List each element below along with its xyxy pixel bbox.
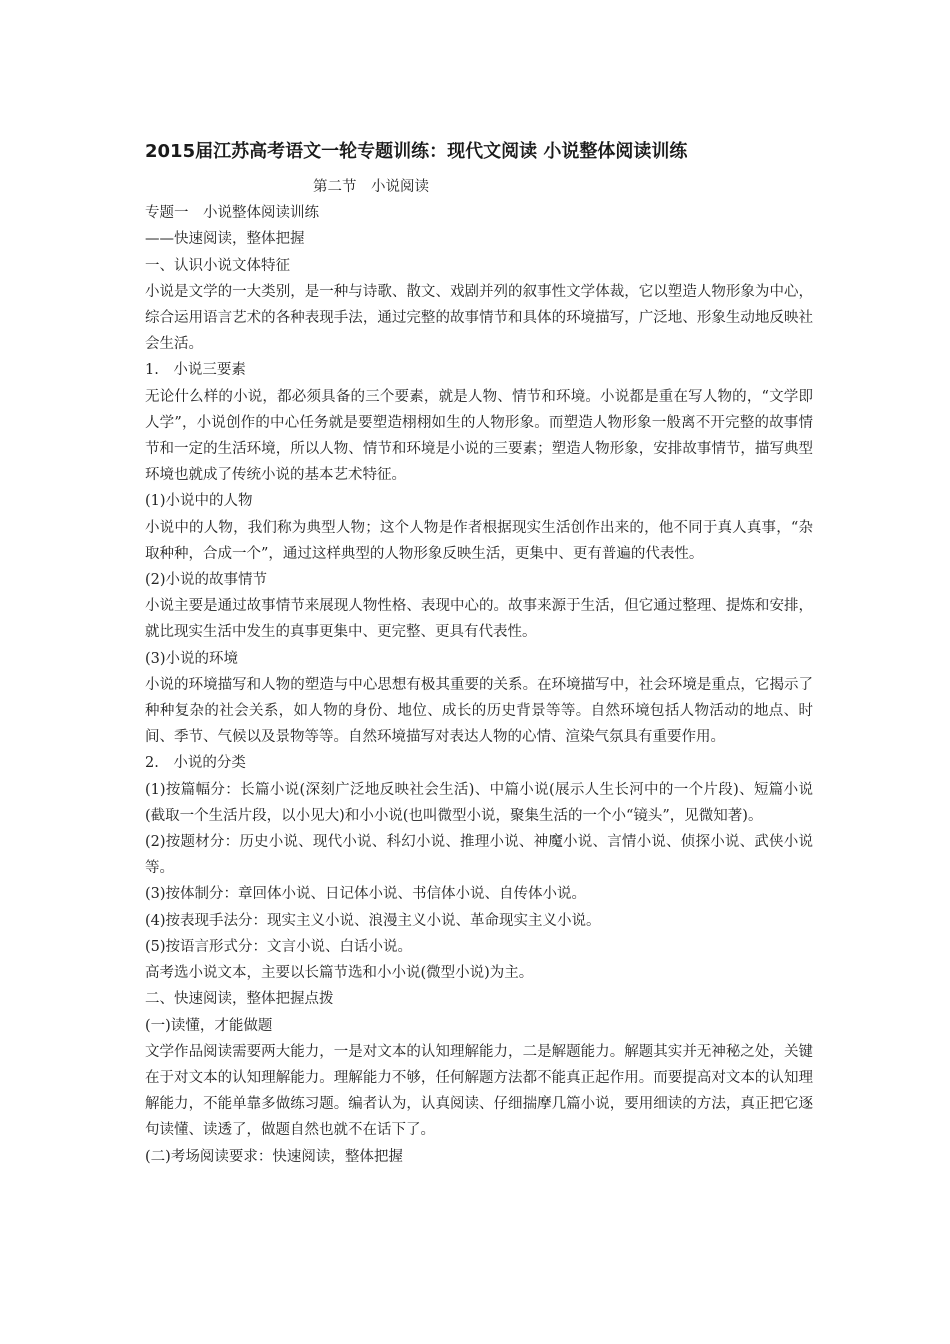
document-page [145, 138, 813, 1170]
topic-subtitle: ——快速阅读，整体把握 [145, 231, 305, 248]
paragraph: (3)按体制分：章回体小说、日记体小说、书信体小说、自传体小说。 [145, 886, 587, 903]
paragraph: (2)按题材分：历史小说、现代小说、科幻小说、推理小说、神魔小说、言情小说、侦探小说、武侠小说等。 [145, 834, 813, 877]
paragraph: 小说中的人物，我们称为典型人物；这个人物是作者根据现实生活创作出来的，他不同于真人真事，“杂取种种，合成一个”，通过这样典型的人物形象反映生活，更集中、更有普遍的代表性。 [145, 519, 813, 562]
paragraph: 小说主要是通过故事情节来展现人物性格、表现中心的。故事来源于生活，但它通过整理、提炼和安排，就比现实生活中发生的真事更集中、更完整、更具有代表性。 [145, 598, 813, 641]
part-heading-2: 二、快速阅读，整体把握点拨 [145, 991, 334, 1008]
subheading: (1)小说中的人物 [145, 493, 253, 510]
paragraph: (4)按表现手法分：现实主义小说、浪漫主义小说、革命现实主义小说。 [145, 912, 601, 929]
paragraph: (1)按篇幅分：长篇小说(深刻广泛地反映社会生活)、中篇小说(展示人生长河中的一个片段)、短篇小说(截取一个生活片段，以小见大)和小小说(也叫微型小说，聚集生活的一个小“镜头”，见微知著)。 [145, 781, 813, 824]
subheading: 1. 小说三要素 [145, 362, 246, 379]
paragraph: 高考选小说文本，主要以长篇节选和小小说(微型小说)为主。 [145, 965, 534, 982]
paragraph: 文学作品阅读需要两大能力，一是对文本的认知理解能力，二是解题能力。解题其实并无神秘之处，关键在于对文本的认知理解能力。理解能力不够，任何解题方法都不能真正起作用。而要提高对文本的认知理解能力，不能单靠多做练习题。编者认为，认真阅读、仔细揣摩几篇小说，要用细读的方法，真正把它逐句读懂、读透了，做题自然也就不在话下了。 [145, 1043, 813, 1139]
subheading: 2. 小说的分类 [145, 755, 246, 772]
subheading: (3)小说的环境 [145, 650, 239, 667]
subheading: (二)考场阅读要求：快速阅读，整体把握 [145, 1148, 403, 1165]
topic-heading: 专题一 小说整体阅读训练 [145, 205, 319, 222]
paragraph: 小说的环境描写和人物的塑造与中心思想有极其重要的关系。在环境描写中，社会环境是重点，它揭示了种种复杂的社会关系，如人物的身份、地位、成长的历史背景等等。自然环境包括人物活动的地点、时间、季节、气候以及景物等等。自然环境描写对表达人物的心情、渲染气氛具有重要作用。 [145, 676, 813, 746]
section-heading: 第二节 小说阅读 [313, 179, 429, 195]
paragraph: 小说是文学的一大类别，是一种与诗歌、散文、戏剧并列的叙事性文学体裁，它以塑造人物形象为中心，综合运用语言艺术的各种表现手法，通过完整的故事情节和具体的环境描写，广泛地、形象生动地反映社会生活。 [145, 283, 813, 353]
paragraph: 无论什么样的小说，都必须具备的三个要素，就是人物、情节和环境。小说都是重在写人物的，“文学即人学”，小说创作的中心任务就是要塑造栩栩如生的人物形象。而塑造人物形象一般离不开完整的故事情节和一定的生活环境，所以人物、情节和环境是小说的三要素；塑造人物形象，安排故事情节，描写典型环境也就成了传统小说的基本艺术特征。 [145, 388, 813, 484]
paragraph: (5)按语言形式分：文言小说、白话小说。 [145, 938, 413, 955]
document-title: 2015届江苏高考语文一轮专题训练：现代文阅读 小说整体阅读训练 [145, 141, 688, 162]
part-heading-1: 一、认识小说文体特征 [145, 257, 290, 274]
subheading: (一)读懂，才能做题 [145, 1017, 273, 1034]
subheading: (2)小说的故事情节 [145, 572, 268, 589]
